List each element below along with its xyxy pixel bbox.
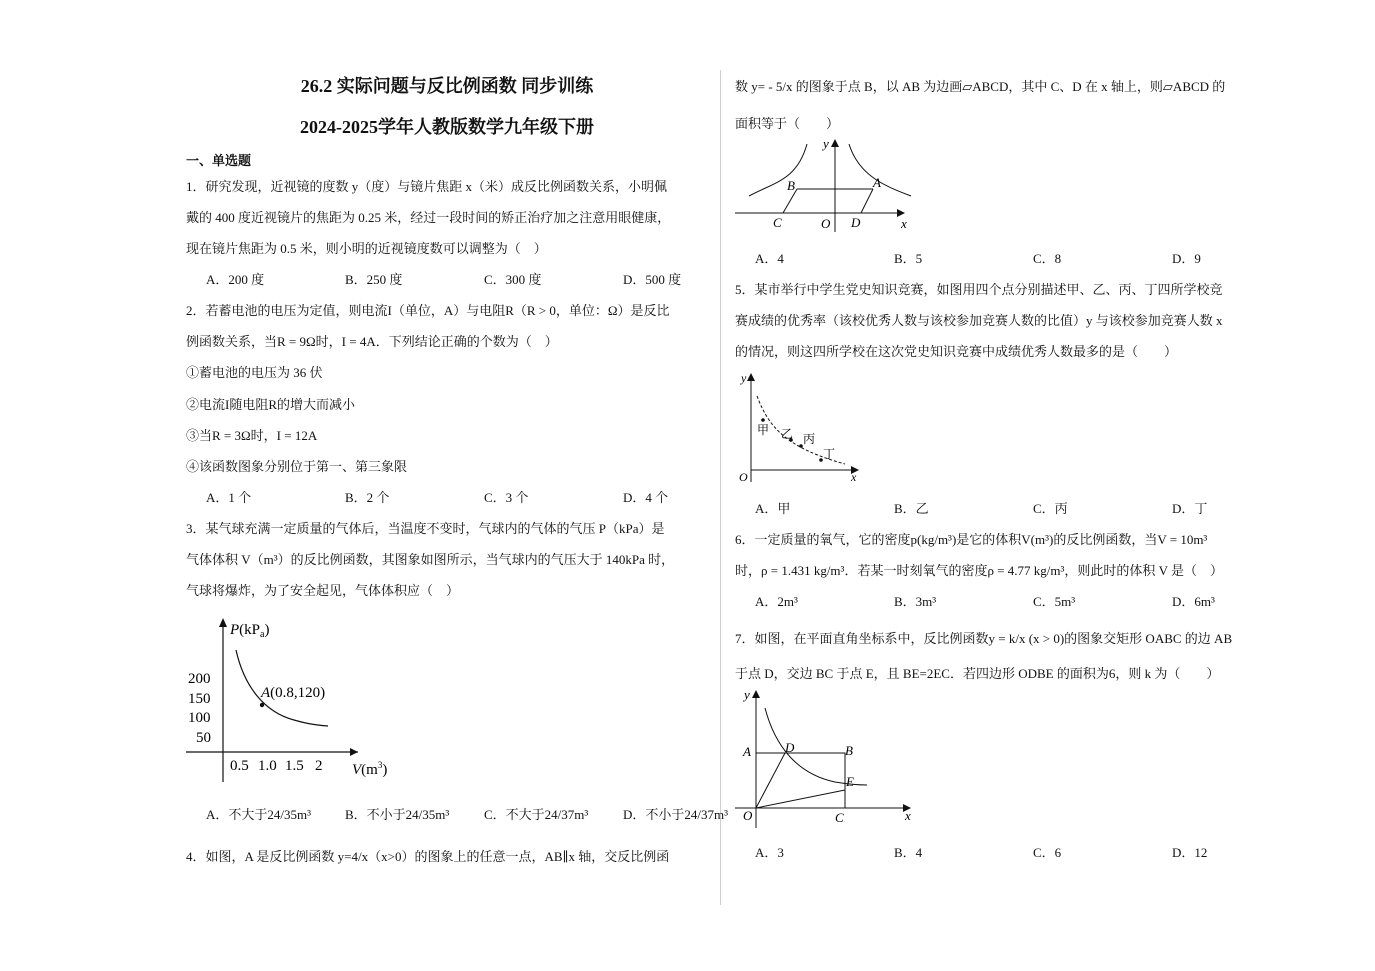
svg-text:E: E	[846, 774, 854, 789]
q7-line: 于点 D，交边 BC 于点 E，且 BE=2EC．若四边形 ODBE 的面积为6，则 k 为（ ）	[735, 666, 1220, 681]
svg-text:x: x	[901, 216, 907, 231]
q3-line: 气体体积 V（m³）的反比例函数，其图象如图所示，当气球内的气压大于 140kPa 时，	[186, 552, 675, 567]
svg-text:V(m3): $V(m^3)$	[352, 760, 388, 778]
option-c: C．3 个	[484, 490, 529, 505]
svg-text:2: 2	[315, 758, 323, 774]
q6-line: 时，ρ = 1.431 kg/m³．若某一时刻氧气的密度ρ = 4.77 kg/m³，则此时的体积 V 是（ ）	[735, 563, 1224, 578]
svg-text:x: x	[851, 470, 857, 484]
q2-item: ④该函数图象分别位于第一、第三象限	[186, 459, 408, 474]
q5-options	[755, 500, 1311, 518]
q4-line: 数 y= - 5/x 的图象于点 B，以 AB 为边画▱ABCD，其中 C、D 在 x 轴上，则▱ABCD 的	[735, 79, 1226, 94]
svg-text:100: 100	[188, 710, 211, 726]
svg-text:x: x	[905, 808, 911, 823]
page-subtitle: 2024-2025学年人教版数学九年级下册	[300, 117, 594, 137]
q7-line: 7．如图，在平面直角坐标系中，反比例函数y = k/x (x > 0)的图象交矩形 OABC 的边 AB	[735, 631, 1233, 646]
q4-options	[755, 250, 1311, 268]
q3-line: 3．某气球充满一定质量的气体后，当温度不变时，气球内的气体的气压 P（kPa）是	[186, 521, 665, 536]
option-c: C．不大于24/37m³	[484, 807, 589, 822]
rectangle-graph	[735, 686, 920, 831]
svg-text:乙: 乙	[781, 427, 794, 441]
option-b: B．4	[894, 845, 923, 860]
svg-text:C: C	[835, 810, 844, 825]
option-b: B．2 个	[345, 490, 390, 505]
q5-line: 赛成绩的优秀率（该校优秀人数与该校参加竞赛人数的比值）y 与该校参加竞赛人数 x	[735, 313, 1223, 328]
q5-line: 5．某市举行中学生党史知识竞赛，如图用四个点分别描述甲、乙、丙、丁四所学校竞	[735, 282, 1223, 297]
svg-text:B: B	[845, 743, 853, 758]
svg-text:1.5: 1.5	[285, 758, 304, 774]
q1-line: 现在镜片焦距为 0.5 米，则小明的近视镜度数可以调整为（ ）	[186, 241, 547, 256]
svg-text:150: 150	[188, 691, 211, 707]
option-d: D．丁	[1172, 501, 1208, 516]
q2-item: ②电流I随电阻R的增大而减小	[186, 397, 356, 412]
svg-text:丙: 丙	[803, 432, 816, 446]
svg-text:D: D	[785, 740, 795, 755]
svg-text:D: D	[851, 215, 861, 230]
option-c: C．8	[1033, 251, 1062, 266]
svg-text:B: B	[787, 178, 795, 193]
q3-options	[206, 806, 762, 824]
q5-line: 的情况，则这四所学校在这次党史知识竞赛中成绩优秀人数最多的是（ ）	[735, 344, 1178, 359]
option-d: D．500 度	[623, 272, 682, 287]
option-b: B．250 度	[345, 272, 403, 287]
option-d: D．9	[1172, 251, 1201, 266]
option-b: B．乙	[894, 501, 929, 516]
column-divider	[720, 70, 721, 905]
q6-line: 6．一定质量的氧气，它的密度p(kg/m³)是它的体积V(m³)的反比例函数，当V = 10m³	[735, 532, 1208, 547]
option-a: A．1 个	[206, 490, 252, 505]
option-a: A．2m³	[755, 594, 798, 609]
option-a: A．3	[755, 845, 784, 860]
svg-text:y: y	[823, 136, 829, 151]
svg-text:y: y	[744, 687, 750, 702]
option-d: D．6m³	[1172, 594, 1215, 609]
option-a: A．不大于24/35m³	[206, 807, 312, 822]
q2-line: 2．若蓄电池的电压为定值，则电流I（单位，A）与电阻R（R > 0，单位：Ω）是反比	[186, 303, 670, 318]
svg-text:O: O	[743, 808, 753, 823]
school-scatter-graph	[735, 368, 865, 486]
q2-item: ③当R = 3Ω时，I = 12A	[186, 428, 318, 443]
option-b: B．3m³	[894, 594, 937, 609]
q2-options	[206, 489, 762, 507]
option-d: D．12	[1172, 845, 1208, 860]
svg-text:O: O	[821, 216, 831, 231]
svg-text:0.5: 0.5	[230, 758, 249, 774]
option-d: D．4 个	[623, 490, 669, 505]
q4-line: 面积等于（ ）	[735, 116, 840, 131]
option-b: B．5	[894, 251, 923, 266]
option-c: C．6	[1033, 845, 1062, 860]
option-c: C．丙	[1033, 501, 1068, 516]
svg-text:甲: 甲	[757, 423, 770, 437]
svg-text:A(0.8,120): A(0.8,120)	[261, 685, 326, 701]
option-d: D．不小于24/37m³	[623, 807, 729, 822]
q3-line: 气球将爆炸，为了安全起见，气体体积应（ ）	[186, 583, 460, 598]
svg-text:y: y	[741, 371, 747, 385]
q1-line: 戴的 400 度近视镜片的焦距为 0.25 米，经过一段时间的矫正治疗加之注意用眼健康，	[186, 210, 671, 225]
pressure-volume-graph	[186, 614, 406, 784]
svg-text:200: 200	[188, 671, 211, 687]
option-a: A．200 度	[206, 272, 265, 287]
svg-text:50: 50	[196, 730, 211, 746]
svg-text:A: A	[873, 175, 881, 190]
section-heading: 一、单选题	[186, 153, 252, 168]
svg-text:丁: 丁	[823, 447, 836, 461]
q4-line: 4．如图，A 是反比例函数 y=4/x（x>0）的图象上的任意一点，AB∥x 轴，交反比例函	[186, 849, 670, 864]
option-b: B．不小于24/35m³	[345, 807, 450, 822]
q1-options	[206, 271, 762, 289]
q2-item: ①蓄电池的电压为 36 伏	[186, 365, 323, 380]
q7-options	[755, 844, 1311, 862]
svg-text:A: A	[743, 744, 751, 759]
svg-text:1.0: 1.0	[258, 758, 277, 774]
q1-line: 1．研究发现，近视镜的度数 y（度）与镜片焦距 x（米）成反比例函数关系，小明佩	[186, 179, 668, 194]
option-c: C．300 度	[484, 272, 542, 287]
q6-options	[755, 593, 1311, 611]
option-c: C．5m³	[1033, 594, 1076, 609]
svg-text:O: O	[739, 470, 748, 484]
option-a: A．甲	[755, 501, 791, 516]
q2-line: 例函数关系，当R = 9Ω时，I = 4A．下列结论正确的个数为（ ）	[186, 334, 558, 349]
svg-text:C: C	[773, 215, 782, 230]
option-a: A．4	[755, 251, 784, 266]
page-title: 26.2 实际问题与反比例函数 同步训练	[300, 76, 594, 96]
parallelogram-graph	[735, 136, 915, 236]
svg-text:P(kPa): $P(kP_a)$	[230, 622, 270, 640]
